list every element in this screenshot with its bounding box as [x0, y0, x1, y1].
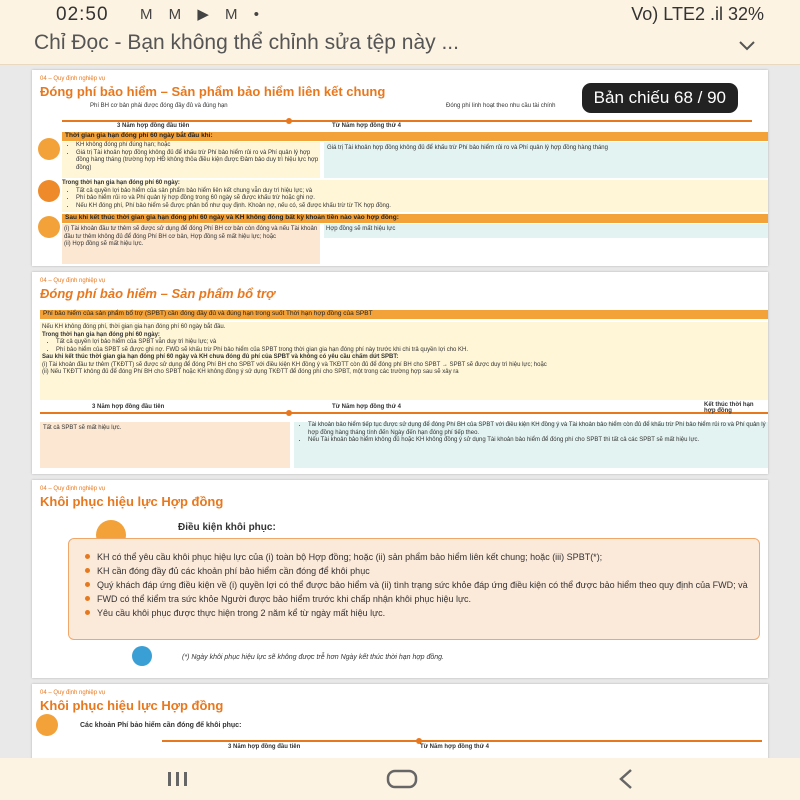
timeline-label: 3 Năm hợp đồng đầu tiên [117, 123, 190, 129]
list-item: • Nếu KH đóng phí, Phí bảo hiểm sẽ được phân bổ như quy định. Khoản nợ, nếu có, sẽ được khấu trừ từ TK hợp đồng. [76, 203, 768, 211]
slide-title: Đóng phí bảo hiểm – Sản phẩm bảo hiểm liên kết chung [40, 84, 386, 99]
timeline-line [162, 740, 762, 742]
list-item: • Tài khoản bảo hiểm tiếp tục được sử dụng để đóng Phí BH của SPBT với điều kiện KH đồng ý và Tài khoản bảo hiểm còn đủ để khấu trừ Phí bảo hiểm rủi ro và Phí quản lý hợp đồng hàng tháng tính đến Ngày đến hạn đóng phí tiếp theo. [308, 422, 768, 437]
outcome-box-left [62, 224, 320, 264]
document-icon [38, 138, 60, 160]
slide-title: Khôi phục hiệu lực Hợp đồng [40, 698, 224, 713]
timeline-dot [286, 118, 292, 124]
system-nav-bar [0, 758, 800, 800]
list-item: • Tất cả quyền lợi bảo hiểm của SPBT vẫn duy trì hiệu lực; và [56, 339, 766, 347]
list-item: • Phí bảo hiểm của SPBT sẽ được ghi nợ. FWD sẽ khấu trừ Phí bảo hiểm của SPBT trong thời gian gia hạn đóng phí này trước khi chi trả quyền lợi cho KH. [56, 347, 766, 355]
slide-title: Khôi phục hiệu lực Hợp đồng [40, 494, 224, 509]
condition-item: Quý khách đáp ứng điều kiện về (i) quyền lợi có thể được bảo hiểm và (ii) tình trạng sức khỏe đáp ứng điều kiện có thể được bảo hiểm theo quy định của FWD; và [85, 579, 759, 591]
clock-icon [38, 180, 60, 202]
rule-heading: Trong thời hạn gia hạn đóng phí 60 ngày: [42, 331, 160, 338]
conditions-box [68, 538, 760, 640]
section-label: 04 – Quy định nghiệp vụ [40, 76, 106, 82]
condition-item: FWD có thể kiểm tra sức khỏe Người được bảo hiểm trước khi chấp nhận khôi phục hiệu lực. [85, 593, 759, 605]
timeline-label: Kết thúc thời hạn hợp đồng [704, 402, 754, 414]
condition-box [62, 142, 320, 178]
notification-icons: M M ▶ M • [140, 6, 265, 23]
read-only-title: Chỉ Đọc - Bạn không thể chỉnh sửa tệp này ... [34, 31, 459, 54]
slide-69[interactable] [32, 480, 768, 678]
list-item: • Nếu Tài khoản bảo hiểm không đủ hoặc KH không đồng ý sử dụng Tài khoản bảo hiểm để đóng phí cho SPBT thì tất cả các SPBT sẽ mất hiệu lực. [308, 437, 768, 445]
timeline-label: 3 Năm hợp đồng đầu tiên [228, 744, 301, 750]
rules-box [40, 322, 768, 400]
section-label: 04 – Quy định nghiệp vụ [40, 486, 106, 492]
status-bar [0, 0, 800, 28]
timeline-label: Từ Năm hợp đồng thứ 4 [420, 744, 489, 750]
status-right: Vo) LTE2 .il 32% [631, 4, 764, 24]
rule-heading: Sau khi kết thúc thời gian gia hạn đóng phí 60 ngày và KH chưa đóng đủ phí của SPBT và không có yêu cầu chấm dứt SPBT: [42, 354, 399, 360]
condition-item: KH cần đóng đầy đủ các khoản phí bảo hiểm cần đóng để khôi phục [85, 565, 759, 577]
slide-viewer[interactable] [0, 64, 800, 758]
timeline-dot [286, 410, 292, 416]
back-icon[interactable] [606, 766, 646, 792]
slide-70[interactable] [32, 684, 768, 758]
outcome-text: (i) Tài khoản đầu tư thêm sẽ được sử dụng để đóng Phí BH cơ bản còn đóng và nếu Tài khoản đầu tư thêm không đủ để đóng Phí BH cơ bản, Hợp đồng sẽ mất hiệu lực; hoặc [64, 226, 318, 240]
grace-period-box [62, 180, 768, 212]
box-heading: Trong thời hạn gia hạn đóng phí 60 ngày: [62, 180, 180, 186]
list-item: • KH không đóng phí đúng hạn; hoặc [76, 142, 320, 150]
book-icon [132, 646, 152, 666]
slide-68[interactable] [32, 272, 768, 474]
condition-box-right: Giá trị Tài khoản hợp đồng không đủ để khấu trừ Phí bảo hiểm rủi ro và Phí quản lý hợp đồng hàng tháng [324, 142, 768, 178]
outcome-box-right [294, 422, 768, 468]
app-bar [0, 28, 800, 65]
timeline-label: Từ Năm hợp đồng thứ 4 [332, 123, 401, 129]
info-bar: Phí bảo hiểm của sản phẩm bổ trợ (SPBT) cần đóng đầy đủ và đúng hạn trong suốt Thời hạn hợp đồng của SPBT [40, 310, 768, 319]
timeline-note-right: Đóng phí linh hoạt theo nhu cầu tài chính [446, 103, 556, 109]
timeline-label: Từ Năm hợp đồng thứ 4 [332, 404, 401, 410]
status-time: 02:50 [56, 4, 109, 25]
slide-title: Đóng phí bảo hiểm – Sản phẩm bổ trợ [40, 286, 275, 301]
section-label: 04 – Quy định nghiệp vụ [40, 278, 106, 284]
slide-67[interactable] [32, 70, 768, 266]
rule-text: (i) Tài khoản đầu tư thêm (TKĐTT) sẽ được sử dụng để đóng Phí BH cho SPBT với điều kiện KH đồng ý và TKĐTT còn đủ để đóng phí BH cho SPBT → SPBT sẽ được duy trì hiệu lực; hoặc [42, 361, 547, 368]
chevron-down-icon[interactable] [738, 36, 756, 54]
rule-text: (ii) Nếu TKĐTT không đủ để đóng Phí BH cho SPBT hoặc KH không đồng ý sử dụng TKĐTT để đóng phí cho SPBT, một trong các trường hợp sau sẽ xảy ra [42, 369, 459, 375]
timeline-line [62, 120, 752, 122]
info-bar: Sau khi kết thúc thời gian gia hạn đóng phí 60 ngày và KH không đóng bất kỳ khoản tiền nào vào hợp đồng: [62, 214, 768, 223]
list-item: • Phí bảo hiểm rủi ro và Phí quản lý hợp đồng trong 60 ngày sẽ được khấu trừ hoặc ghi nợ. [76, 195, 768, 203]
home-icon[interactable] [382, 766, 422, 792]
info-bar: Thời gian gia hạn đóng phí 60 ngày bắt đầu khi: [62, 132, 768, 141]
recent-apps-icon[interactable] [158, 766, 198, 792]
hourglass-icon [38, 216, 60, 238]
timeline-label: 3 Năm hợp đồng đầu tiên [92, 404, 165, 410]
section-label: 04 – Quy định nghiệp vụ [40, 690, 106, 696]
slide-counter-badge: Bản chiếu 68 / 90 [582, 83, 738, 113]
condition-item: Yêu cầu khôi phục được thực hiện trong 2 năm kể từ ngày mất hiệu lực. [85, 607, 759, 619]
timeline-note-left: Phí BH cơ bản phải được đóng đầy đủ và đúng hạn [90, 103, 228, 109]
rule-text: Nếu KH không đóng phí, thời gian gia hạn đóng phí 60 ngày bắt đầu. [42, 324, 226, 330]
footnote: (*) Ngày khôi phục hiệu lực sẽ không được trễ hơn Ngày kết thúc thời hạn hợp đồng. [182, 654, 444, 661]
list-item: • Giá trị Tài khoản hợp đồng không đủ để khấu trừ Phí bảo hiểm rủi ro và Phí quản lý hợp đồng hàng tháng (trường hợp HĐ không thỏa điều kiện được Đảm bảo duy trì hiệu lực hợp đồng) [76, 150, 320, 173]
fees-subtitle: Các khoản Phí bảo hiểm cần đóng để khôi phục: [80, 722, 242, 729]
condition-item: KH có thể yêu cầu khôi phục hiệu lực của (i) toàn bộ Hợp đồng; hoặc (ii) sản phẩm bảo hiểm liên kết chung; hoặc (iii) SPBT(*); [85, 551, 759, 563]
conditions-list [69, 539, 759, 619]
outcome-box-left: Tất cả SPBT sẽ mất hiệu lực. [40, 422, 290, 468]
conditions-title: Điều kiện khôi phục: [178, 522, 276, 533]
list-item: • Tất cả quyền lợi bảo hiểm của sản phẩm bảo hiểm liên kết chung vẫn duy trì hiệu lực; và [76, 188, 768, 196]
outcome-text: (ii) Hợp đồng sẽ mất hiệu lực. [64, 241, 144, 247]
outcome-box-right: Hợp đồng sẽ mất hiệu lực [324, 224, 768, 238]
timeline-line [40, 412, 768, 414]
money-icon [36, 714, 58, 736]
